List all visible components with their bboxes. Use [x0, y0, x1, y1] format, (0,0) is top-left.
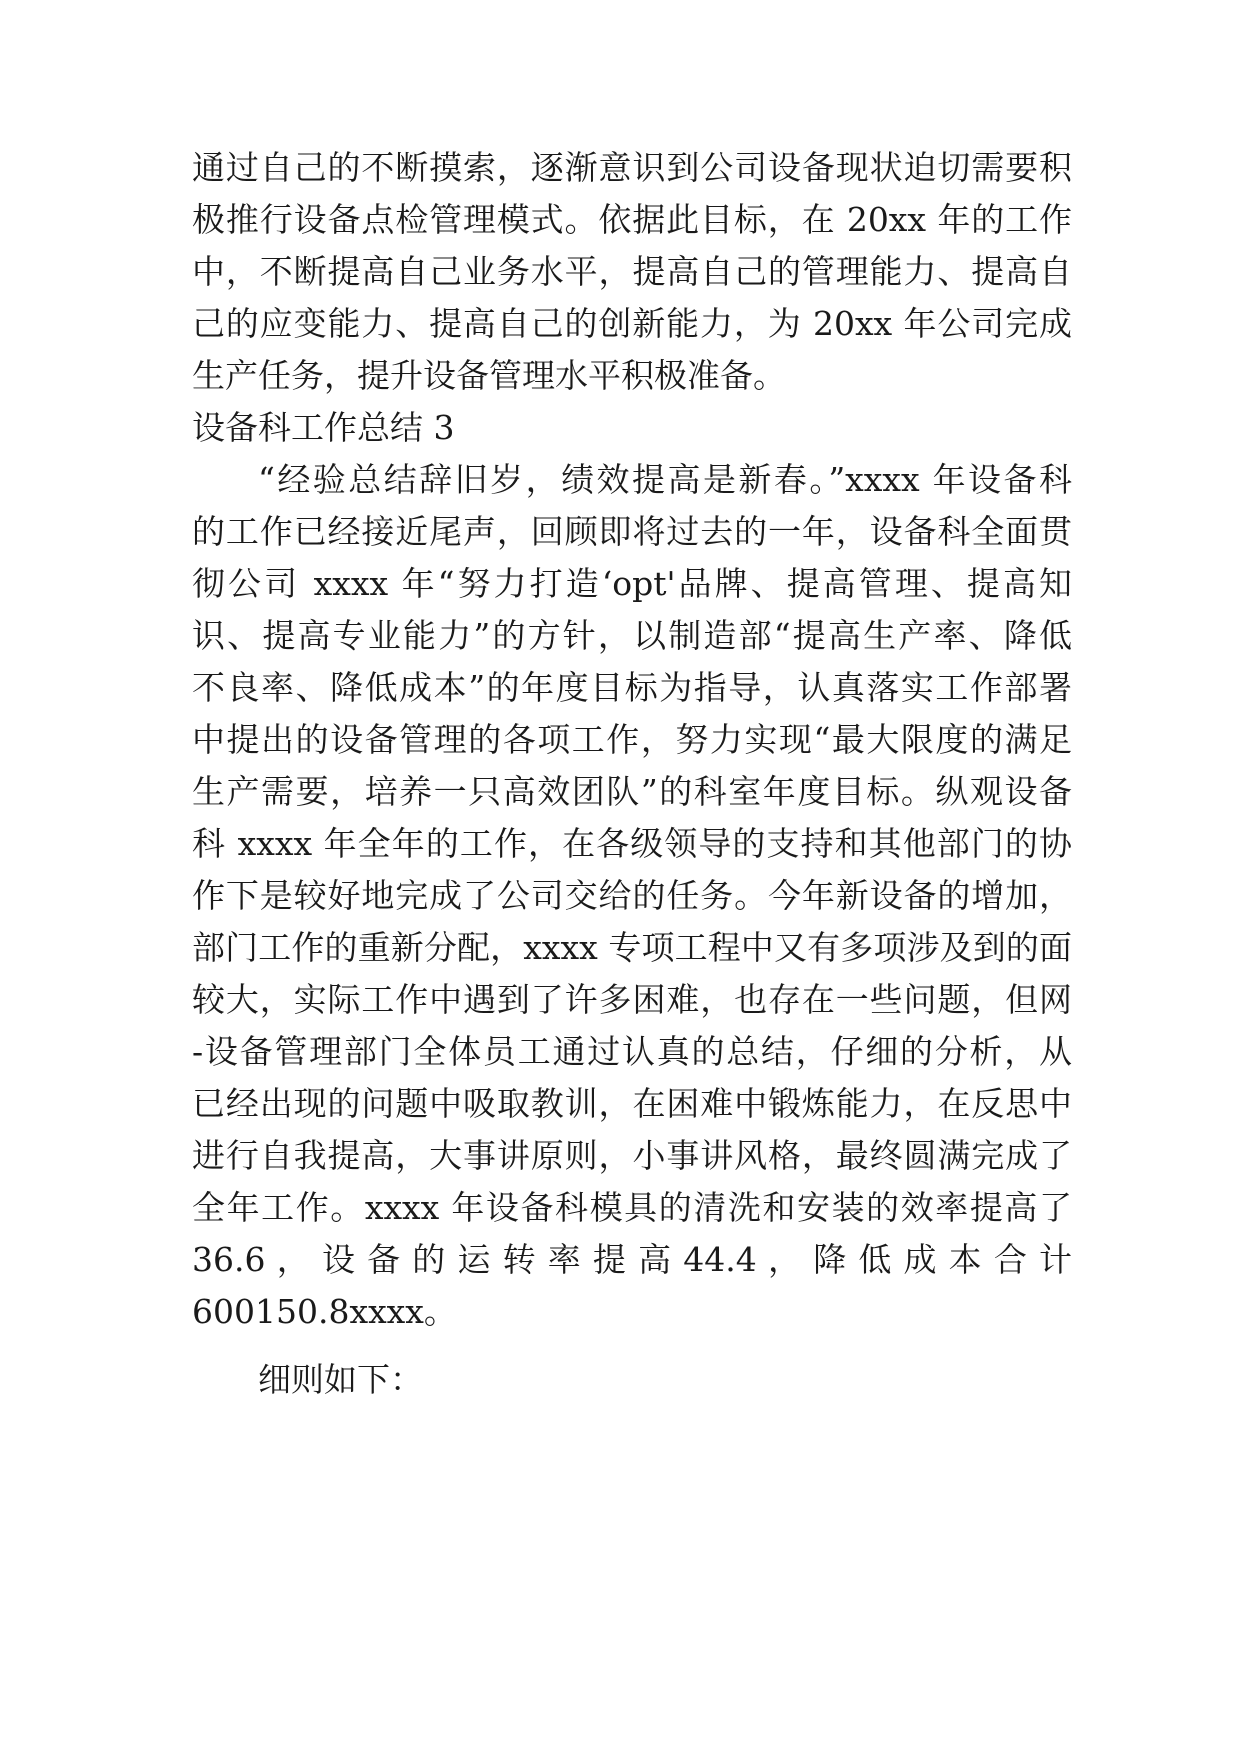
paragraph-line: 部门工作的重新分配，xxxx 专项工程中又有多项涉及到的面	[192, 928, 1072, 967]
paragraph-line: 已经出现的问题中吸取教训，在困难中锻炼能力，在反思中	[192, 1084, 1072, 1123]
closing-line: 细则如下：	[258, 1360, 423, 1399]
paragraph-line: 36.6 ， 设 备 的 运 转 率 提 高 44.4 ， 降 低 成 本 合 计	[192, 1240, 1072, 1279]
paragraph-line: 较大，实际工作中遇到了许多困难，也存在一些问题，但网	[192, 980, 1072, 1019]
paragraph-line: 己的应变能力、提高自己的创新能力，为 20xx 年公司完成	[192, 304, 1072, 343]
paragraph-line: 识、提高专业能力”的方针，以制造部“提高生产率、降低	[192, 616, 1072, 655]
paragraph-line: 生产任务，提升设备管理水平积极准备。	[192, 356, 786, 395]
paragraph-line: 的工作已经接近尾声，回顾即将过去的一年，设备科全面贯	[192, 512, 1072, 551]
paragraph-line: 生产需要，培养一只高效团队”的科室年度目标。纵观设备	[192, 772, 1072, 811]
paragraph-line: 中提出的设备管理的各项工作，努力实现“最大限度的满足	[192, 720, 1072, 759]
paragraph-line: 彻公司 xxxx 年“努力打造‘opt'品牌、提高管理、提高知	[192, 564, 1072, 603]
paragraph-line: 中，不断提高自己业务水平，提高自己的管理能力、提高自	[192, 252, 1072, 291]
paragraph-line: 科 xxxx 年全年的工作，在各级领导的支持和其他部门的协	[192, 824, 1072, 863]
paragraph-line: 作下是较好地完成了公司交给的任务。今年新设备的增加，	[192, 876, 1072, 915]
paragraph-line: -设备管理部门全体员工通过认真的总结，仔细的分析，从	[192, 1032, 1072, 1071]
paragraph-line: 进行自我提高，大事讲原则，小事讲风格，最终圆满完成了	[192, 1136, 1072, 1175]
paragraph-line: “经验总结辞旧岁，绩效提高是新春。”xxxx 年设备科	[258, 460, 1072, 499]
section-heading: 设备科工作总结 3	[192, 408, 455, 447]
paragraph-line: 全年工作。xxxx 年设备科模具的清洗和安装的效率提高了	[192, 1188, 1072, 1227]
paragraph-line: 不良率、降低成本”的年度目标为指导，认真落实工作部署	[192, 668, 1072, 707]
paragraph-line: 通过自己的不断摸索，逐渐意识到公司设备现状迫切需要积	[192, 148, 1072, 187]
paragraph-line: 600150.8xxxx。	[192, 1292, 457, 1331]
paragraph-line: 极推行设备点检管理模式。依据此目标，在 20xx 年的工作	[192, 200, 1072, 239]
